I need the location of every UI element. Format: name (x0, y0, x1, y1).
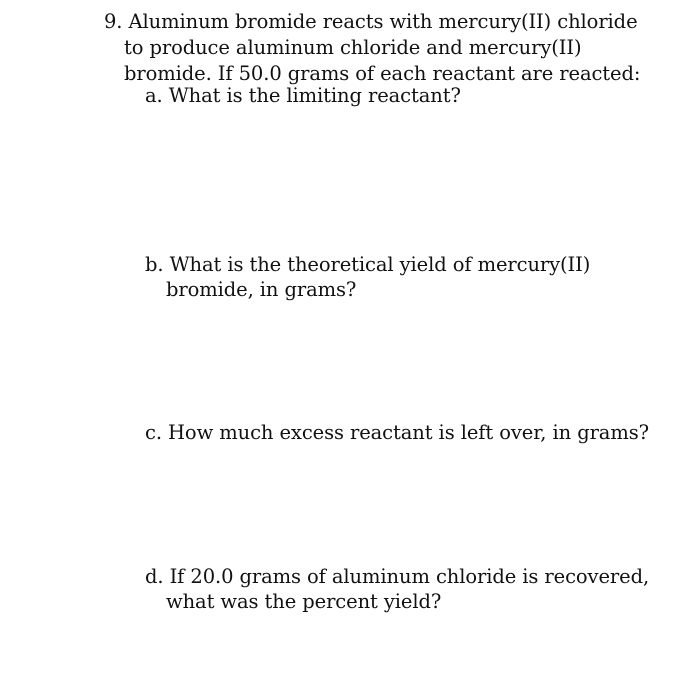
part-a-line-1: a. What is the limiting reactant? (145, 84, 461, 107)
part-c-line-1: c. How much excess reactant is left over, in grams? (145, 421, 649, 444)
question-9-line-2: to produce aluminum chloride and mercury(II) (124, 36, 582, 59)
part-d-line-2: what was the percent yield? (166, 590, 442, 613)
question-9-line-3: bromide. If 50.0 grams of each reactant are reacted: (124, 62, 641, 85)
part-b-line-1: b. What is the theoretical yield of mercury(II) (145, 253, 591, 276)
part-b-line-2: bromide, in grams? (166, 278, 357, 301)
part-d-line-1: d. If 20.0 grams of aluminum chloride is recovered, (145, 565, 650, 588)
question-9-line-1: 9. Aluminum bromide reacts with mercury(II) chloride (104, 10, 638, 33)
